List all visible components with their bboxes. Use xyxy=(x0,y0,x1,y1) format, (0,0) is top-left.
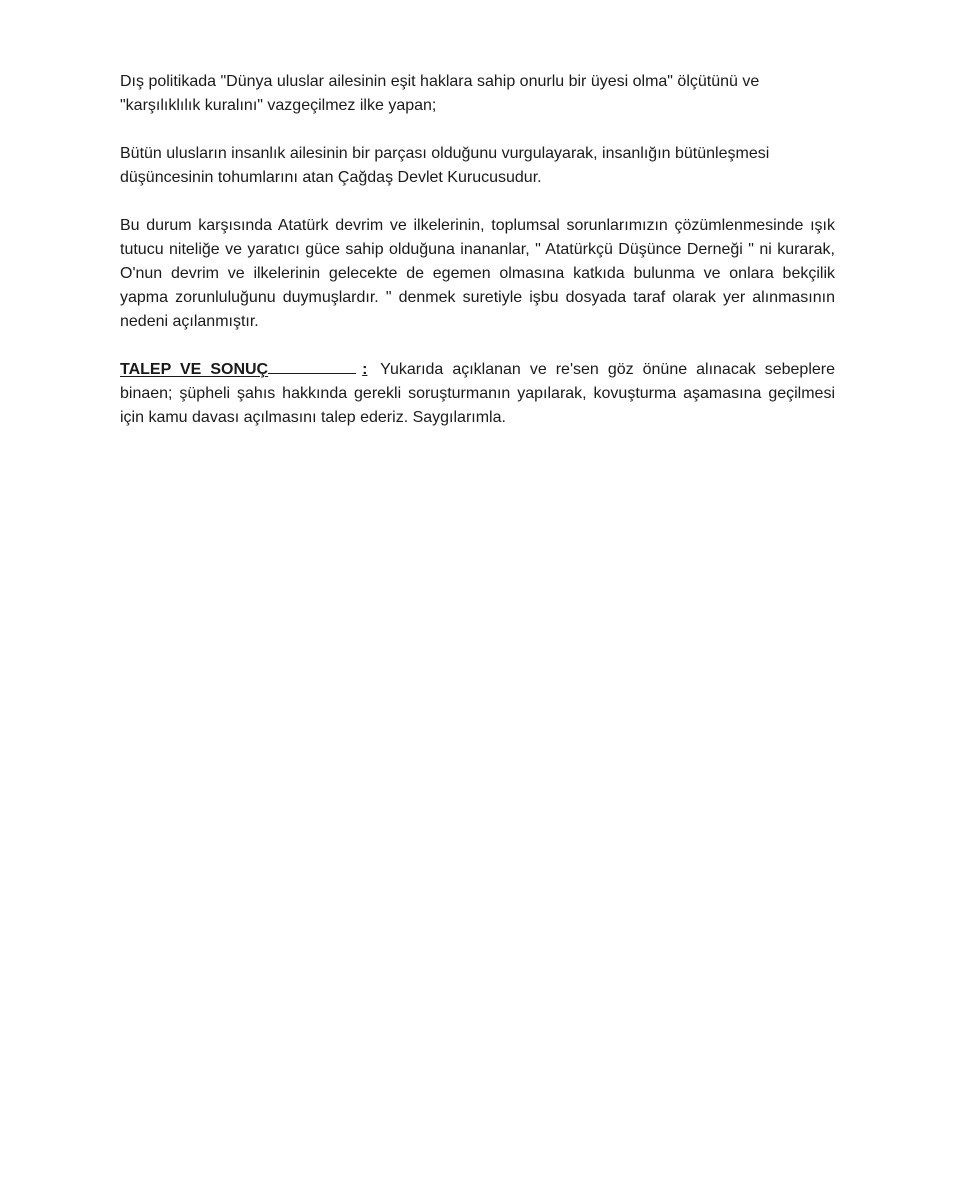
talep-colon: : xyxy=(362,361,368,378)
talep-ve-sonuc-section xyxy=(120,358,835,430)
paragraph-foreign-policy: Dış politikada "Dünya uluslar ailesinin eşit haklara sahip onurlu bir üyesi olma" ölçütünü ve "karşılıklılık kuralını" vazgeçilmez ilke yapan; xyxy=(120,73,760,114)
document-body xyxy=(120,70,835,454)
talep-heading: TALEP VE SONUÇ xyxy=(120,361,269,378)
paragraph-association: Bu durum karşısında Atatürk devrim ve ilkelerinin, toplumsal sorunlarımızın çözümlenmesinde ışık tutucu niteliğe ve yaratıcı güce sahip olduğuna inananlar, " Atatürkçü Düşünce Derneği " ni kurarak, O'nun devrim ve ilkelerinin gelecekte de egemen olmasına katkıda bulunma ve onlara bekçilik yapma zorunluluğunu duymuşlardır. " denmek suretiyle işbu dosyada taraf olarak yer alınmasının nedeni açılanmıştır. xyxy=(120,217,835,330)
heading-underline-rule xyxy=(268,359,356,374)
talep-text: Yukarıda açıklanan ve re'sen göz önüne alınacak sebeplere binaen; şüpheli şahıs hakkında gerekli soruşturmanın yapılarak, kovuşturma aşamasına geçilmesi için kamu davası açılmasını talep ederiz. Saygılarımla. xyxy=(120,361,835,426)
paragraph-humanity: Bütün ulusların insanlık ailesinin bir parçası olduğunu vurgulayarak, insanlığın bütünleşmesi düşüncesinin tohumlarını atan Çağdaş Devlet Kurucusudur. xyxy=(120,145,770,186)
